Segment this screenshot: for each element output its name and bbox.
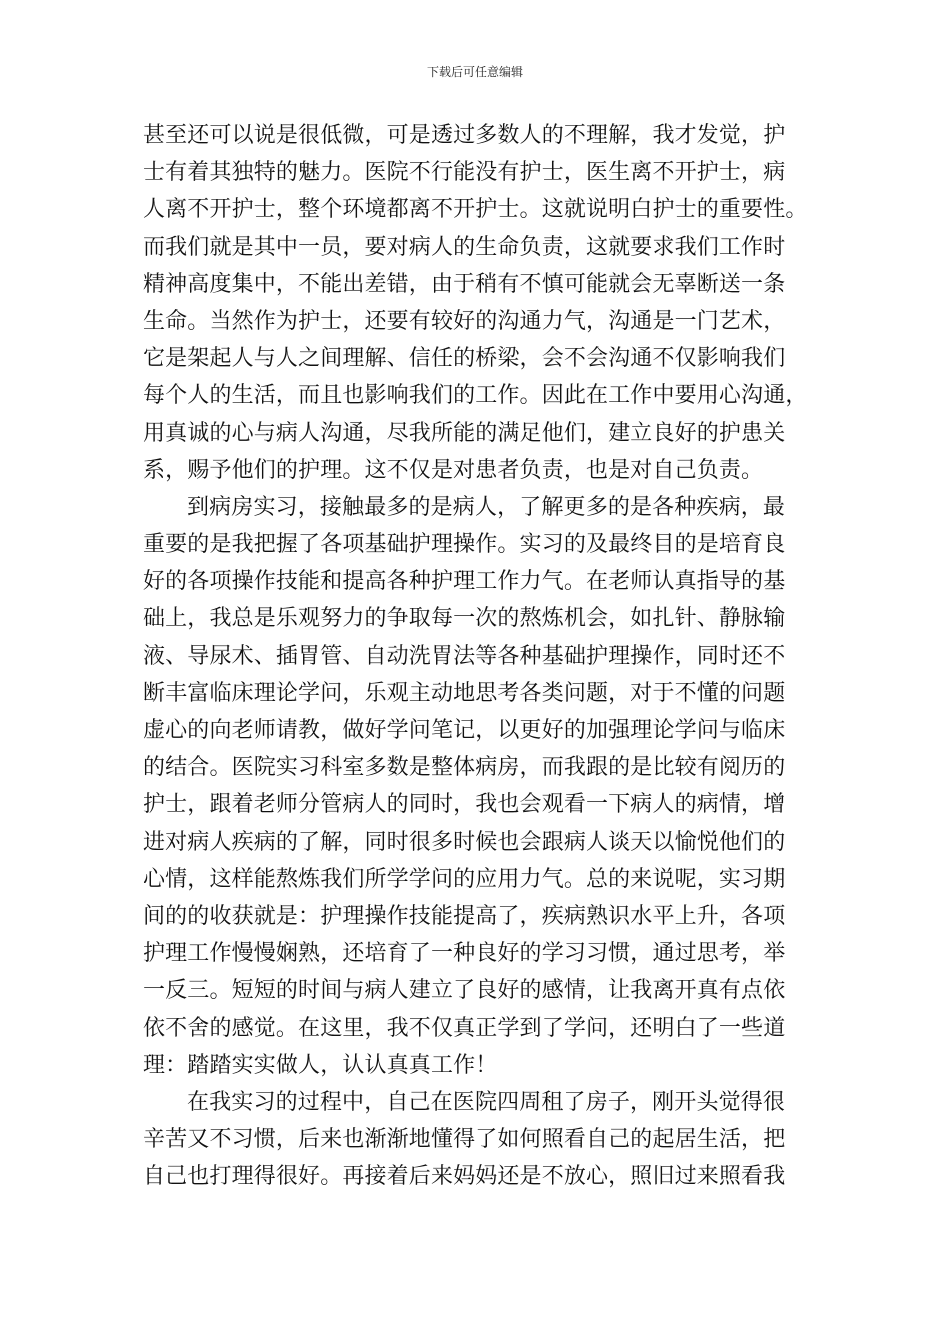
page-header: 下载后可任意编辑: [426, 65, 523, 79]
text-line: 理：踏踏实实做人，认认真真工作！: [143, 1052, 498, 1078]
text-line: 自己也打理得很好。再接着后来妈妈还是不放心，照旧过来照看我: [143, 1164, 786, 1190]
paragraph-start-line: 在我实习的过程中，自己在医院四周租了房子，刚开头觉得很: [187, 1089, 786, 1115]
text-line: 础上，我总是乐观努力的争取每一次的熬炼机会，如扎针、静脉输: [143, 606, 786, 632]
paragraph-start-line: 到病房实习，接触最多的是病人，了解更多的是各种疾病，最: [187, 494, 786, 520]
text-line: 它是架起人与人之间理解、信任的桥梁，会不会沟通不仅影响我们: [143, 346, 786, 372]
text-line: 护士，跟着老师分管病人的同时，我也会观看一下病人的病情，增: [143, 792, 786, 818]
text-line: 护理工作慢慢娴熟，还培育了一种良好的学习习惯，通过思考，举: [143, 941, 786, 967]
text-line: 依不舍的感觉。在这里，我不仅真正学到了学问，还明白了一些道: [143, 1015, 786, 1041]
text-line: 生命。当然作为护士，还要有较好的沟通力气，沟通是一门艺术，: [143, 308, 786, 334]
text-line: 每个人的生活，而且也影响我们的工作。因此在工作中要用心沟通，: [143, 383, 808, 409]
text-line: 虚心的向老师请教，做好学问笔记，以更好的加强理论学问与临床: [143, 718, 786, 743]
text-line: 进对病人疾病的了解，同时很多时候也会跟病人谈天以愉悦他们的: [143, 829, 786, 855]
text-line: 好的各项操作技能和提高各种护理工作力气。在老师认真指导的基: [143, 569, 786, 595]
text-line: 士有着其独特的魅力。医院不行能没有护士，医生离不开护士，病: [143, 160, 786, 186]
text-line: 心情，这样能熬炼我们所学学问的应用力气。总的来说呢，实习期: [143, 866, 786, 892]
text-line: 的结合。医院实习科室多数是整体病房，而我跟的是比较有阅历的: [143, 755, 786, 781]
text-line: 断丰富临床理论学问，乐观主动地思考各类问题，对于不懂的问题: [143, 680, 786, 706]
text-line: 一反三。短短的时间与病人建立了良好的感情，让我离开真有点依: [143, 978, 786, 1004]
text-line: 重要的是我把握了各项基础护理操作。实习的及最终目的是培育良: [143, 532, 786, 558]
body-text: [143, 117, 811, 1195]
text-line: 而我们就是其中一员，要对病人的生命负责，这就要求我们工作时: [143, 234, 786, 260]
text-line: 液、导尿术、插胃管、自动洗胃法等各种基础护理操作，同时还不: [143, 643, 786, 669]
text-line: 人离不开护士，整个环境都离不开护士。这就说明白护士的重要性。: [143, 197, 808, 223]
text-line: 辛苦又不习惯，后来也渐渐地懂得了如何照看自己的起居生活，把: [143, 1127, 786, 1153]
text-line: 用真诚的心与病人沟通，尽我所能的满足他们，建立良好的护患关: [143, 420, 786, 446]
text-line: 精神高度集中，不能出差错，由于稍有不慎可能就会无辜断送一条: [143, 271, 786, 297]
text-line: 系，赐予他们的护理。这不仅是对患者负责，也是对自己负责。: [143, 457, 764, 483]
text-line: 甚至还可以说是很低微，可是透过多数人的不理解，我才发觉，护: [143, 123, 786, 148]
text-line: 间的的收获就是：护理操作技能提高了，疾病熟识水平上升，各项: [143, 903, 786, 929]
